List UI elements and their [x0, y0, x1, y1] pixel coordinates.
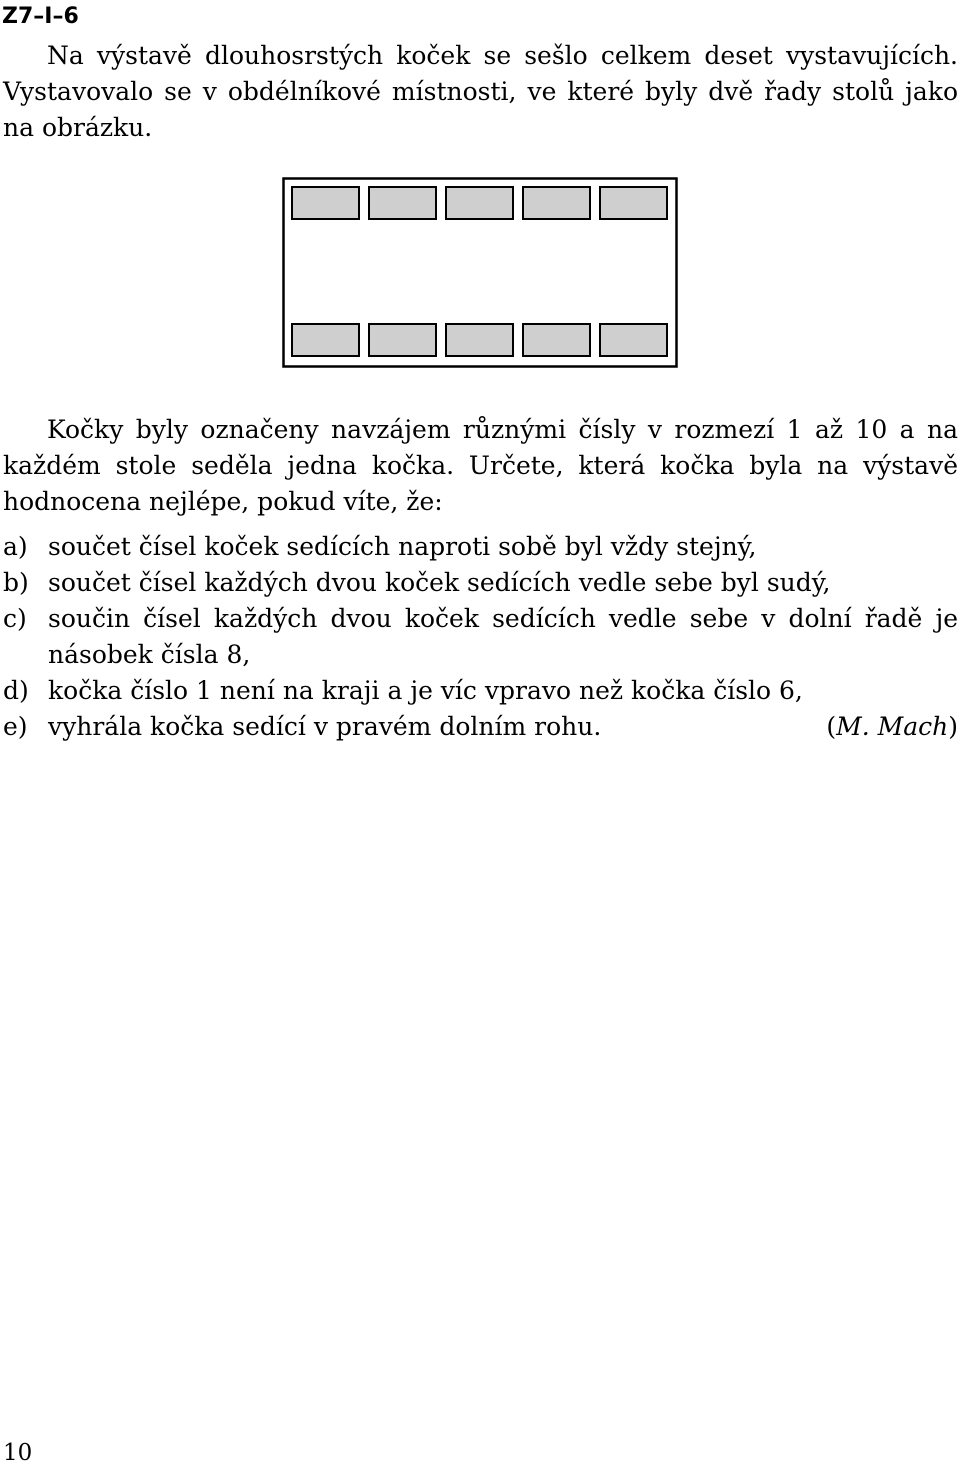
condition-marker: b)	[3, 568, 29, 597]
top-row-table-3	[446, 187, 513, 219]
condition-text: vyhrála kočka sedící v pravém dolním rohu.	[48, 712, 602, 741]
condition-text: součet čísel koček sedících naproti sobě byl vždy stejný,	[48, 532, 757, 561]
problem-id: Z7–I–6	[2, 4, 79, 29]
condition-text: součin čísel každých dvou koček sedících vedle sebe v dolní řadě je násobek čísla 8,	[48, 604, 958, 669]
top-row-table-1	[292, 187, 359, 219]
top-row-table-2	[369, 187, 436, 219]
author-close-paren: )	[948, 712, 958, 741]
problem-intro	[3, 38, 958, 146]
author-name: M. Mach	[836, 712, 949, 741]
bottom-row-table-4	[523, 324, 590, 356]
condition-marker: a)	[3, 532, 28, 561]
page-number: 10	[3, 1440, 33, 1466]
top-row-table-5	[600, 187, 667, 219]
condition-item	[3, 601, 958, 673]
problem-question-text: Kočky byly označeny navzájem různými čísly v rozmezí 1 až 10 a na každém stole seděla jedna kočka. Určete, která kočka byla na výstavě hodnocena nejlépe, pokud víte, že:	[3, 415, 958, 516]
condition-item	[3, 529, 958, 565]
bottom-row-table-1	[292, 324, 359, 356]
author-open-paren: (	[826, 712, 837, 741]
condition-item	[3, 709, 958, 745]
problem-question	[3, 412, 958, 520]
bottom-row-table-2	[369, 324, 436, 356]
room-diagram	[282, 177, 678, 368]
top-row-table-4	[523, 187, 590, 219]
bottom-row-table-5	[600, 324, 667, 356]
problem-intro-text: Na výstavě dlouhosrstých koček se sešlo celkem deset vystavujících. Vystavovalo se v obdélníkové místnosti, ve které byly dvě řady stolů jako na obrázku.	[3, 41, 958, 142]
condition-marker: d)	[3, 676, 29, 705]
condition-text: součet čísel každých dvou koček sedících vedle sebe byl sudý,	[48, 568, 831, 597]
conditions-list	[3, 529, 958, 745]
author-attribution	[826, 709, 958, 745]
bottom-row-table-3	[446, 324, 513, 356]
condition-item	[3, 673, 958, 709]
room-diagram-svg	[282, 177, 678, 368]
condition-item	[3, 565, 958, 601]
condition-marker: c)	[3, 604, 27, 633]
condition-marker: e)	[3, 712, 28, 741]
condition-text: kočka číslo 1 není na kraji a je víc vpravo než kočka číslo 6,	[48, 676, 803, 705]
